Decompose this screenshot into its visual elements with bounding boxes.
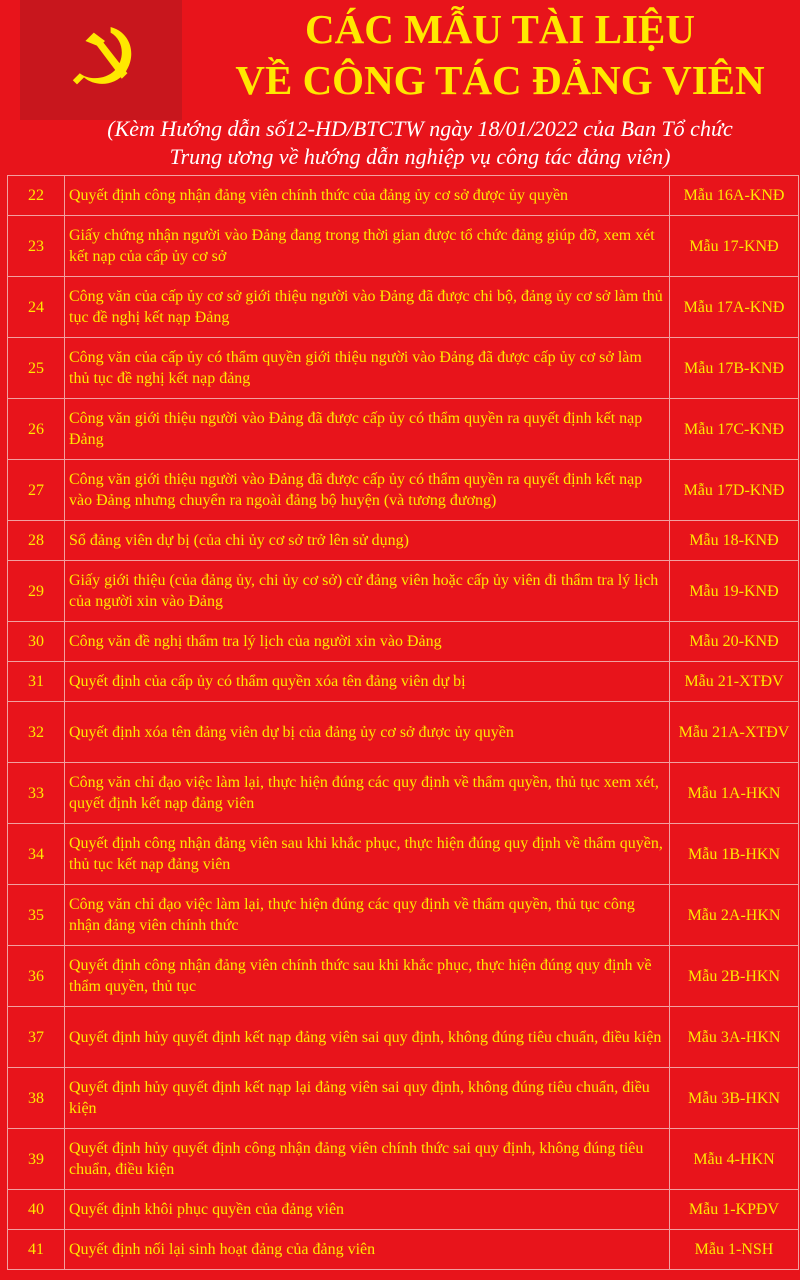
row-number: 40	[8, 1190, 65, 1230]
subtitle-line-1: (Kèm Hướng dẫn số12-HD/BTCTW ngày 18/01/2022 của Ban Tổ chức	[107, 116, 733, 141]
table-row	[8, 1129, 799, 1190]
table-row	[8, 662, 799, 702]
document-table	[7, 175, 799, 1270]
row-description: Công văn của cấp ủy có thẩm quyền giới thiệu người vào Đảng đã được cấp ủy cơ sở làm thủ tục đề nghị kết nạp đảng	[65, 338, 670, 399]
table-row	[8, 1068, 799, 1129]
table-row	[8, 277, 799, 338]
row-description: Công văn giới thiệu người vào Đảng đã được cấp ủy có thẩm quyền ra quyết định kết nạp vào Đảng nhưng chuyển ra ngoài đảng bộ huyện (và tương đương)	[65, 460, 670, 521]
row-form-code: Mẫu 21A-XTĐV	[670, 702, 799, 763]
row-description: Sổ đảng viên dự bị (của chi ủy cơ sở trở lên sử dụng)	[65, 521, 670, 561]
row-form-code: Mẫu 17-KNĐ	[670, 216, 799, 277]
row-description: Quyết định nối lại sinh hoạt đảng của đảng viên	[65, 1230, 670, 1270]
row-form-code: Mẫu 17C-KNĐ	[670, 399, 799, 460]
row-form-code: Mẫu 21-XTĐV	[670, 662, 799, 702]
row-number: 29	[8, 561, 65, 622]
row-description: Quyết định công nhận đảng viên chính thức của đảng ủy cơ sở được ủy quyền	[65, 176, 670, 216]
table-row	[8, 521, 799, 561]
table-row	[8, 622, 799, 662]
row-form-code: Mẫu 1-KPĐV	[670, 1190, 799, 1230]
row-number: 36	[8, 946, 65, 1007]
row-form-code: Mẫu 17B-KNĐ	[670, 338, 799, 399]
row-number: 37	[8, 1007, 65, 1068]
table-row	[8, 561, 799, 622]
row-form-code: Mẫu 3A-HKN	[670, 1007, 799, 1068]
row-form-code: Mẫu 20-KNĐ	[670, 622, 799, 662]
row-form-code: Mẫu 19-KNĐ	[670, 561, 799, 622]
row-form-code: Mẫu 16A-KNĐ	[670, 176, 799, 216]
row-form-code: Mẫu 4-HKN	[670, 1129, 799, 1190]
row-number: 25	[8, 338, 65, 399]
table-row	[8, 338, 799, 399]
row-description: Quyết định xóa tên đảng viên dự bị của đảng ủy cơ sở được ủy quyền	[65, 702, 670, 763]
row-description: Công văn của cấp ủy cơ sở giới thiệu người vào Đảng đã được chi bộ, đảng ủy cơ sở làm thủ tục đề nghị kết nạp Đảng	[65, 277, 670, 338]
table-row	[8, 1230, 799, 1270]
row-number: 41	[8, 1230, 65, 1270]
row-form-code: Mẫu 17A-KNĐ	[670, 277, 799, 338]
row-description: Công văn chỉ đạo việc làm lại, thực hiện đúng các quy định về thẩm quyền, thủ tục xem xét, quyết định kết nạp đảng viên	[65, 763, 670, 824]
row-number: 35	[8, 885, 65, 946]
row-number: 26	[8, 399, 65, 460]
table-row	[8, 885, 799, 946]
party-flag	[20, 0, 182, 120]
row-description: Quyết định công nhận đảng viên chính thức sau khi khắc phục, thực hiện đúng quy định về thẩm quyền, thủ tục	[65, 946, 670, 1007]
row-form-code: Mẫu 18-KNĐ	[670, 521, 799, 561]
row-description: Quyết định hủy quyết định công nhận đảng viên chính thức sai quy định, không đúng tiêu chuẩn, điều kiện	[65, 1129, 670, 1190]
table-row	[8, 824, 799, 885]
page-header	[0, 0, 800, 175]
row-form-code: Mẫu 1B-HKN	[670, 824, 799, 885]
row-description: Quyết định hủy quyết định kết nạp đảng viên sai quy định, không đúng tiêu chuẩn, điều kiện	[65, 1007, 670, 1068]
table-row	[8, 763, 799, 824]
hammer-and-sickle-icon	[70, 20, 140, 90]
row-form-code: Mẫu 1-NSH	[670, 1230, 799, 1270]
table-row	[8, 399, 799, 460]
row-form-code: Mẫu 1A-HKN	[670, 763, 799, 824]
row-number: 30	[8, 622, 65, 662]
row-form-code: Mẫu 17D-KNĐ	[670, 460, 799, 521]
table-row	[8, 460, 799, 521]
table-row	[8, 946, 799, 1007]
row-number: 28	[8, 521, 65, 561]
row-number: 31	[8, 662, 65, 702]
table-row	[8, 216, 799, 277]
row-form-code: Mẫu 2A-HKN	[670, 885, 799, 946]
row-number: 22	[8, 176, 65, 216]
row-form-code: Mẫu 3B-HKN	[670, 1068, 799, 1129]
row-form-code: Mẫu 2B-HKN	[670, 946, 799, 1007]
row-number: 38	[8, 1068, 65, 1129]
row-number: 27	[8, 460, 65, 521]
page-title-line-2: VỀ CÔNG TÁC ĐẢNG VIÊN	[235, 57, 765, 103]
row-description: Giấy giới thiệu (của đảng ủy, chi ủy cơ sở) cử đảng viên hoặc cấp ủy viên đi thẩm tra lý lịch của người xin vào Đảng	[65, 561, 670, 622]
page-subtitle	[40, 115, 800, 171]
row-number: 24	[8, 277, 65, 338]
subtitle-line-2: Trung ương về hướng dẫn nghiệp vụ công tác đảng viên)	[169, 144, 671, 169]
row-number: 32	[8, 702, 65, 763]
row-description: Quyết định công nhận đảng viên sau khi khắc phục, thực hiện đúng quy định về thẩm quyền, thủ tục kết nạp đảng viên	[65, 824, 670, 885]
row-number: 34	[8, 824, 65, 885]
table-row	[8, 702, 799, 763]
page-title-line-1: CÁC MẪU TÀI LIỆU	[305, 6, 695, 52]
row-number: 39	[8, 1129, 65, 1190]
table-row	[8, 176, 799, 216]
table-row	[8, 1190, 799, 1230]
row-description: Quyết định khôi phục quyền của đảng viên	[65, 1190, 670, 1230]
row-description: Quyết định hủy quyết định kết nạp lại đảng viên sai quy định, không đúng tiêu chuẩn, điều kiện	[65, 1068, 670, 1129]
row-number: 23	[8, 216, 65, 277]
row-number: 33	[8, 763, 65, 824]
table-row	[8, 1007, 799, 1068]
row-description: Công văn đề nghị thẩm tra lý lịch của người xin vào Đảng	[65, 622, 670, 662]
row-description: Công văn chỉ đạo việc làm lại, thực hiện đúng các quy định về thẩm quyền, thủ tục công nhận đảng viên chính thức	[65, 885, 670, 946]
row-description: Công văn giới thiệu người vào Đảng đã được cấp ủy có thẩm quyền ra quyết định kết nạp Đảng	[65, 399, 670, 460]
row-description: Giấy chứng nhận người vào Đảng đang trong thời gian được tổ chức đảng giúp đỡ, xem xét kết nạp của cấp ủy cơ sở	[65, 216, 670, 277]
row-description: Quyết định của cấp ủy có thẩm quyền xóa tên đảng viên dự bị	[65, 662, 670, 702]
